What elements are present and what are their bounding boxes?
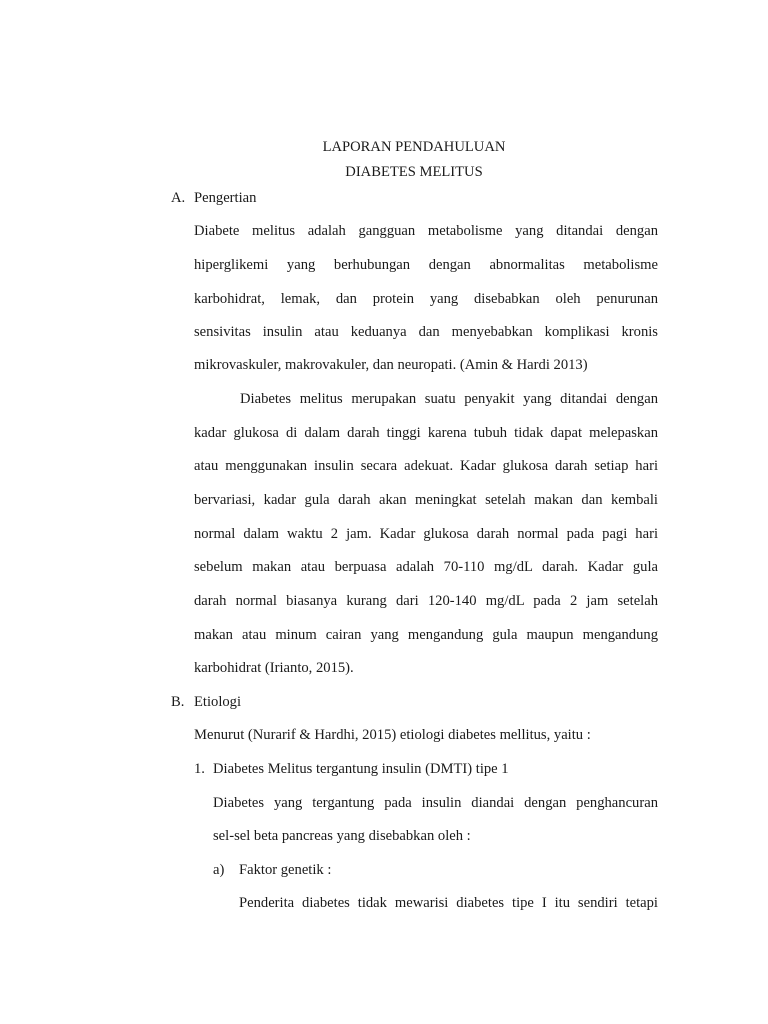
sub-a-heading: Faktor genetik :: [239, 862, 332, 878]
section-a-para1-line: mikrovaskuler, makrovakuler, dan neuropati. (Amin & Hardi 2013): [194, 357, 588, 373]
section-b-marker: B.: [171, 694, 185, 710]
section-a-para2-line: Diabetes melitus merupakan suatu penyakit yang ditandai dengan: [240, 391, 658, 407]
item-1-heading: Diabetes Melitus tergantung insulin (DMTI) tipe 1: [213, 761, 509, 777]
item-1-marker: 1.: [194, 761, 205, 777]
section-a-heading: Pengertian: [194, 190, 257, 206]
item-1-text-line: sel-sel beta pancreas yang disebabkan oleh :: [213, 828, 471, 844]
sub-a-text-line: Penderita diabetes tidak mewarisi diabetes tipe I itu sendiri tetapi: [239, 895, 658, 911]
section-a-para1-line: Diabete melitus adalah gangguan metabolisme yang ditandai dengan: [194, 223, 658, 239]
section-a-para2-line: normal dalam waktu 2 jam. Kadar glukosa darah normal pada pagi hari: [194, 526, 658, 542]
sub-a-marker: a): [213, 862, 225, 878]
section-a-para2-line: makan atau minum cairan yang mengandung gula maupun mengandung: [194, 627, 658, 643]
section-a-para2-line: karbohidrat (Irianto, 2015).: [194, 660, 354, 676]
item-1-text-line: Diabetes yang tergantung pada insulin diandai dengan penghancuran: [213, 795, 658, 811]
section-b-intro: Menurut (Nurarif & Hardhi, 2015) etiologi diabetes mellitus, yaitu :: [194, 727, 591, 743]
title-line-2: DIABETES MELITUS: [345, 164, 483, 180]
section-a-para1-line: sensivitas insulin atau keduanya dan menyebabkan komplikasi kronis: [194, 324, 658, 340]
section-a-para1-line: karbohidrat, lemak, dan protein yang disebabkan oleh penurunan: [194, 291, 658, 307]
section-a-para2-line: atau menggunakan insulin secara adekuat. Kadar glukosa darah setiap hari: [194, 458, 658, 474]
section-a-para2-line: darah normal biasanya kurang dari 120-140 mg/dL pada 2 jam setelah: [194, 593, 658, 609]
section-a-para2-line: sebelum makan atau berpuasa adalah 70-110 mg/dL darah. Kadar gula: [194, 559, 658, 575]
section-a-para2-line: bervariasi, kadar gula darah akan meningkat setelah makan dan kembali: [194, 492, 658, 508]
section-b-heading: Etiologi: [194, 694, 242, 710]
section-a-para1-line: hiperglikemi yang berhubungan dengan abnormalitas metabolisme: [194, 257, 658, 273]
title-line-1: LAPORAN PENDAHULUAN: [322, 139, 506, 155]
section-a-para2-line: kadar glukosa di dalam darah tinggi karena tubuh tidak dapat melepaskan: [194, 425, 658, 441]
section-a-marker: A.: [171, 190, 186, 206]
